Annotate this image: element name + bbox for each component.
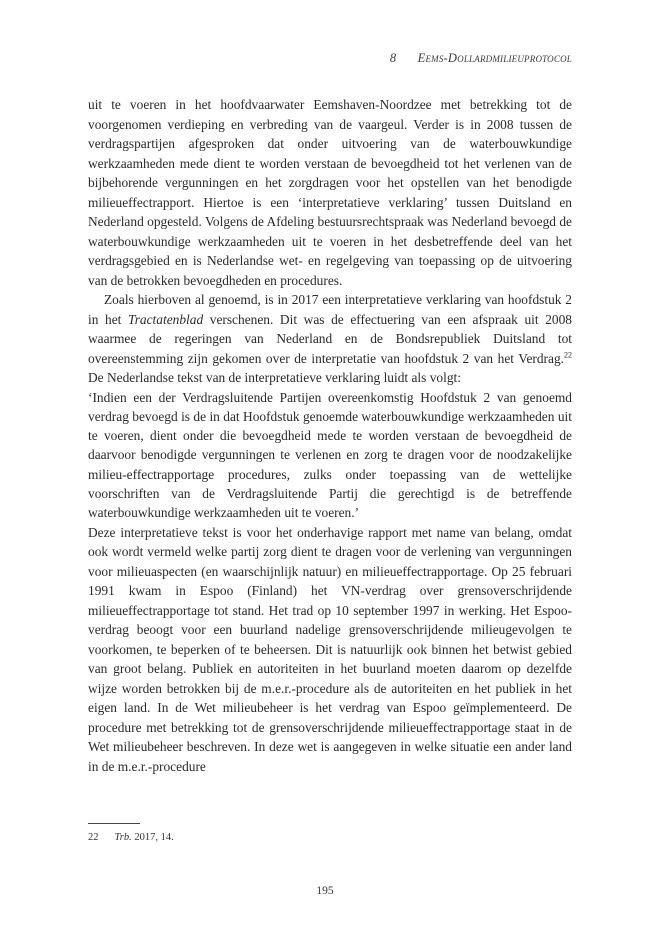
paragraph-2-middle: verschenen. Dit was de effectuering van een afspraak uit 2008 waarmee de regeringen van Nederland en de Bondsrepubliek Duitsland tot overeenstemming zijn gekomen over de interpretatie van hoofdstuk 2 van het Verdrag. <box>88 311 572 366</box>
body-text <box>88 95 572 776</box>
footnote-divider <box>88 823 140 824</box>
running-header <box>390 51 572 66</box>
chapter-title: Eems-Dollardmilieuprotocol <box>417 51 572 65</box>
block-quote: ‘Indien een der Verdragsluitende Partijen overeenkomstig Hoofdstuk 2 van genoemd verdrag bevoegd is de in dat Hoofdstuk genoemde waterbouwkundige werkzaamheden uit te voeren, dient onder die bevoegdheid mede te worden verstaan de bevoegdheid de daarvoor benodigde vergunningen te verlenen en zorg te dragen voor de noodzakelijke milieu-effectrapportage procedures, zulks onder toepassing van de wettelijke voorschriften van de Verdragsluitende Partij die gerechtigd is de betreffende waterbouwkundige werkzaamheden uit te voeren.’ <box>88 389 572 521</box>
tractatenblad-italic: Tractatenblad <box>128 311 204 327</box>
footnote-ref-22[interactable]: 22 <box>564 350 572 360</box>
footnote-source: Trb. <box>114 832 132 843</box>
footnote-text: 2017, 14. <box>131 832 174 843</box>
footnote-number: 22 <box>88 832 99 843</box>
paragraph-1: uit te voeren in het hoofdvaarwater Eemshaven-Noordzee met betrekking tot de voorgenomen verdieping en verbreding van de vaargeul. Verder is in 2008 tussen de verdragspartijen afgesproken dat onder uitvoering van de waterbouwkundige werkzaamheden mede dient te worden verstaan de bevoegdheid tot het verlenen van de bijbehorende vergunningen en het zorgdragen voor het opstellen van het benodigde milieueffectrapport. Hiertoe is een ‘interpretatieve verklaring’ tussen Duitsland en Nederland opgesteld. Volgens de Afdeling bestuursrechtspraak was Nederland bevoegd de waterbouwkundige werkzaamheden uit te voeren in het desbetreffende deel van het verdragsgebied en is Nederlandse wet- en regelgeving van toepassing op de uitvoering van de betrokken bevoegdheden en procedures. <box>88 97 572 288</box>
paragraph-2-end: De Nederlandse tekst van de interpretatieve verklaring luidt als volgt: <box>88 370 461 385</box>
page-number: 195 <box>316 885 334 897</box>
chapter-number: 8 <box>389 51 397 65</box>
footnote-22 <box>88 832 174 843</box>
paragraph-2-start: Zoals hierboven al genoemd, is in 2017 een interpretatieve verklaring van hoofdstuk 2 in het <box>88 292 572 327</box>
paragraph-2 <box>88 290 572 388</box>
paragraph-3: Deze interpretatieve tekst is voor het onderhavige rapport met name van belang, omdat ook wordt vermeld welke partij zorg dient te dragen voor de verlening van vergunningen voor milieuaspecten (en waarschijnlijk natuur) en milieueffectrapportage. Op 25 februari 1991 kwam in Espoo (Finland) het VN-verdrag over grensoverschrijdende milieueffectrapportage tot stand. Het trad op 10 september 1997 in werking. Het Espoo-verdrag beoogt voor een buurland nadelige grensoverschrijdende milieugevolgen te voorkomen, te beperken of te beheersen. Dit is natuurlijk ook binnen het betwist gebied van groot belang. Publiek en autoriteiten in het buurland moeten daarom op dezelfde wijze worden betrokken bij de m.e.r.-procedure als de autoriteiten en het publiek in het eigen land. In de Wet milieubeheer is het verdrag van Espoo geïmplementeerd. De procedure met betrekking tot de grensoverschrijdende milieueffectrapportage staat in de Wet milieubeheer beschreven. In deze wet is aangegeven in welke situatie een ander land in de m.e.r.-procedure <box>88 524 572 774</box>
